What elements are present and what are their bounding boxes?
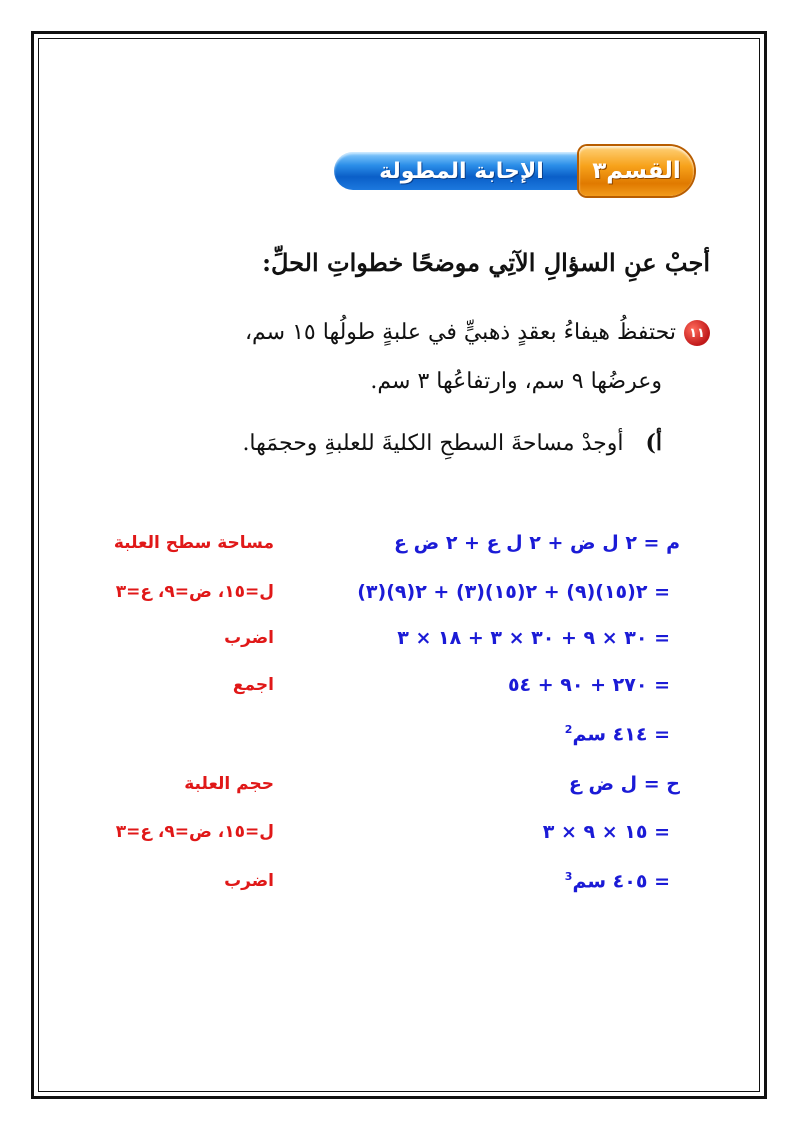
step-note: ل=١٥، ض=٩، ع=٣ bbox=[115, 822, 274, 842]
step-note: مساحة سطح العلبة bbox=[113, 533, 274, 553]
equation-row: م = ٢ ل ض + ٢ ل ع + ٢ ض ع bbox=[394, 532, 680, 554]
section-label: القسم٣ bbox=[579, 146, 694, 196]
page-frame-inner bbox=[38, 38, 760, 1092]
part-label: أ) bbox=[645, 430, 662, 456]
step-note: اضرب bbox=[224, 871, 274, 891]
question-part-a bbox=[242, 430, 662, 456]
section-banner bbox=[334, 146, 694, 196]
step-note: اضرب bbox=[224, 628, 274, 648]
equation-row: = ٤١٤ سم$^2$ bbox=[564, 723, 670, 746]
section-title: الإجابة المطولة bbox=[334, 152, 589, 190]
equation-row: = ٣٠ × ٩ + ٣٠ × ٣ + ١٨ × ٣ bbox=[397, 627, 670, 649]
step-note: حجم العلبة bbox=[184, 774, 274, 794]
step-note: اجمع bbox=[232, 675, 274, 695]
question-text-1: تحتفظُ هيفاءُ بعقدٍ ذهبيٍّ في علبةٍ طولُها ١٥ سم، bbox=[244, 320, 676, 345]
question-number-badge: ١١ bbox=[684, 320, 710, 346]
equation-row: ح = ل ض ع bbox=[568, 773, 680, 795]
equation-row: = ١٥ × ٩ × ٣ bbox=[542, 821, 670, 843]
equation-row: = ٤٠٥ سم$^3$ bbox=[564, 870, 670, 893]
equation-row: = ٢٧٠ + ٩٠ + ٥٤ bbox=[507, 674, 670, 696]
part-text: أوجدْ مساحةَ السطحِ الكليةَ للعلبةِ وحجمَها. bbox=[242, 431, 624, 456]
question-line-2: وعرضُها ٩ سم، وارتفاعُها ٣ سم. bbox=[370, 369, 662, 394]
instruction-text: أجبْ عنِ السؤالِ الآتِي موضحًا خطواتِ الحلِّ: bbox=[262, 248, 710, 277]
equation-row: = ٢(١٥)(٩) + ٢(١٥)(٣) + ٢(٩)(٣) bbox=[357, 581, 670, 603]
step-note: ل=١٥، ض=٩، ع=٣ bbox=[115, 582, 274, 602]
question-line-1 bbox=[245, 320, 710, 346]
